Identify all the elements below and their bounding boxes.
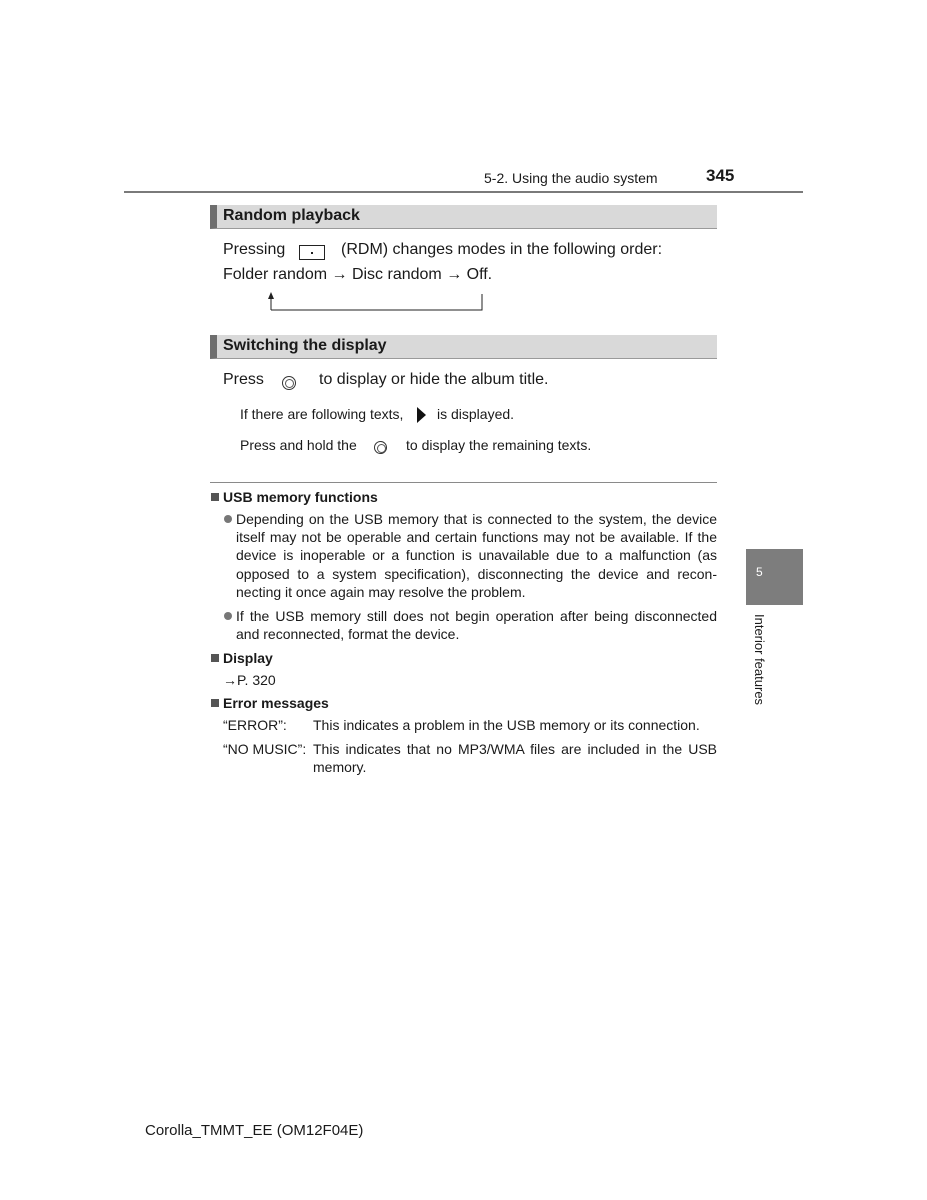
scroll-arrow-icon: [414, 406, 428, 424]
press-label: Press: [223, 371, 264, 388]
loop-arrow-icon: [262, 288, 488, 314]
rdm-button-icon: [299, 245, 325, 260]
note-text-1a: If there are following texts,: [240, 406, 404, 422]
footer-doc-id: Corolla_TMMT_EE (OM12F04E): [145, 1122, 364, 1139]
header-rule: [124, 191, 803, 193]
note-text-2a: Press and hold the: [240, 437, 357, 453]
error-code: “ERROR”:: [223, 717, 287, 733]
section-divider: [210, 482, 717, 483]
section-header: 5-2. Using the audio system: [484, 170, 658, 186]
section-title: Switching the display: [223, 337, 387, 354]
pressing-label: Pressing: [223, 241, 286, 258]
errors-heading: Error messages: [211, 695, 329, 711]
error-code: “NO MUSIC”:: [223, 741, 307, 757]
round-bullet-icon: [224, 612, 232, 620]
rdm-description: (RDM) changes modes in the following order:: [341, 241, 663, 258]
usb-bullet-2: If the USB memory still does not begin operation after being disconnected and reconnected, format the device.: [236, 608, 717, 643]
square-bullet-icon: [211, 493, 219, 501]
usb-bullet-1: Depending on the USB memory that is connected to the system, the device itself may not be operable and certain functions may not be available. If the device is inoperable or a function is unavailable due to a malfunction (as opposed to a system specification), disconnecting the device and recon-necting it once again may resolve the problem.: [236, 511, 717, 600]
chapter-label: Interior features: [752, 614, 767, 706]
round-bullet-icon: [224, 515, 232, 523]
note-text-1b: is displayed.: [437, 406, 515, 422]
press-description: to display or hide the album title.: [319, 371, 549, 388]
usb-heading: USB memory functions: [211, 489, 378, 505]
error-description: This indicates a problem in the USB memory or its connection.: [313, 717, 700, 733]
display-reference: →P. 320: [223, 672, 276, 688]
random-sequence: Folder random → Disc random → Off.: [223, 266, 493, 283]
knob-icon: [282, 376, 296, 390]
error-description: This indicates that no MP3/WMA files are included in the USB memory.: [313, 741, 717, 776]
section-title: Random playback: [223, 207, 360, 224]
chapter-tab: [746, 549, 803, 605]
chapter-number: 5: [756, 565, 763, 579]
square-bullet-icon: [211, 699, 219, 707]
knob-icon: [374, 441, 387, 454]
display-heading: Display: [211, 650, 273, 666]
page-number: 345: [706, 166, 735, 185]
note-text-2b: to display the remaining texts.: [406, 437, 592, 453]
section-bar-switching-display: [210, 335, 717, 359]
square-bullet-icon: [211, 654, 219, 662]
section-bar-random-playback: [210, 205, 717, 229]
